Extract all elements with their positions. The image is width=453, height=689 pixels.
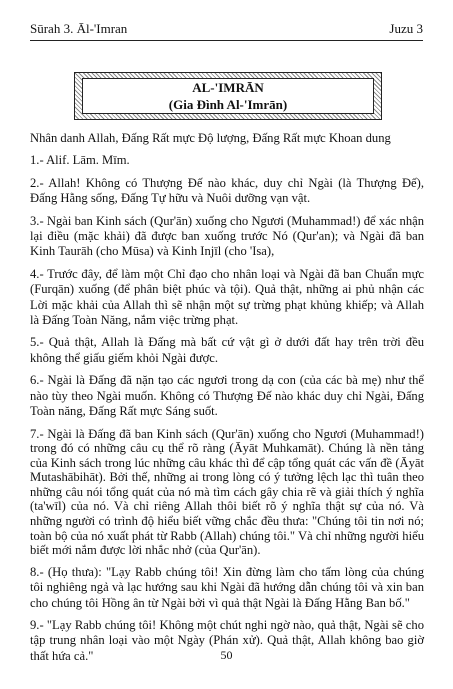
verses-body bbox=[30, 131, 424, 671]
chapter-banner-box bbox=[82, 78, 374, 114]
running-header bbox=[30, 18, 423, 41]
juzu-label: Juzu 3 bbox=[389, 21, 423, 36]
chapter-subtitle: (Gia Đình Al-'Imrān) bbox=[168, 97, 288, 112]
chapter-banner bbox=[74, 72, 382, 120]
verse-6: 6.- Ngài là Đấng đã nặn tạo các ngươi trong dạ con (của các bà mẹ) như thể nào tùy theo Ngài muốn. Không có Thượng Đế nào khác duy chỉ Ngài, Đấng Toàn năng, Đấng Rất mực Sáng suốt. bbox=[30, 373, 424, 419]
verse-4: 4.- Trước đây, để làm một Chỉ đạo cho nhân loại và Ngài đã ban Chuẩn mực (Furqān) xuống (để phân biệt phúc và tội). Quả thật, những ai phủ nhận các Lời mặc khải của Allah thì sẽ nhận một sự trừng phạt khủng khiếp; và Allah là Đấng Toàn Năng, nắm việc trừng phạt. bbox=[30, 266, 424, 328]
verse-1: 1.- Alif. Lām. Mīm. bbox=[30, 153, 130, 168]
verse-8: 8.- (Họ thưa): "Lạy Rabb chúng tôi! Xin đừng làm cho tấm lòng của chúng tôi nghiêng ngả và lạc hướng sau khi Ngài đã hướng dẫn chúng tôi và xin ban cho chúng tôi Hồng ân từ Ngài bởi vì quả thật Ngài là Đấng Hằng Ban bố." bbox=[30, 564, 424, 610]
bismillah-line: Nhân danh Allah, Đấng Rất mực Độ lượng, Đấng Rất mực Khoan dung bbox=[30, 131, 391, 145]
page-number: 50 bbox=[220, 648, 233, 662]
surah-label: Sūrah 3. Āl-'Imran bbox=[30, 21, 128, 36]
verse-7: 7.- Ngài là Đấng đã ban Kinh sách (Qur'ān) xuống cho Ngươi (Muhammad!) trong đó có những câu cụ thể rõ ràng (Āyāt Muhkamāt). Chúng là nền tảng của Kinh sách trong lúc những câu khác thì để cập tổng quát các vấn đề (Āyāt Mutashābihāt). Bởi thế, những ai trong lòng có ý tưởng lệch lạc thì tuân theo những câu nói tổng quát của nó mà tìm cách gây chia rẽ và giải thích ý nghĩa (ta'wīl) của nó. Và chỉ riêng Allah thôi biết rõ ý nghĩa thật sự của nó. Và những người có trình độ hiểu biết vững chắc đều thưa: "Chúng tôi tin nơi nó; toàn bộ của nó xuất phát từ Rabb (Allah) chúng tôi." Và chỉ những người hiểu biết mới nắm được lời nhắc nhở (của Qur'ān). bbox=[30, 426, 424, 558]
verse-9: 9.- "Lạy Rabb chúng tôi! Không một chút nghi ngờ nào, quả thật, Ngài sẽ cho tập trung nhân loại vào một Ngày (Phán xử). Quả thật, Allah không bao giờ thất hứa cả." bbox=[30, 618, 424, 663]
verse-3: 3.- Ngài ban Kinh sách (Qur'ān) xuống cho Ngươi (Muhammad!) để xác nhận lại điều (mặc khải) đã được ban xuống trước Nó (Qur'an); và Ngài đã ban Kinh Taurāh (cho Mūsa) và Kinh Injīl (cho 'Isa), bbox=[30, 213, 424, 259]
chapter-title: AL-'IMRĀN bbox=[192, 80, 264, 95]
verse-2: 2.- Allah! Không có Thượng Đế nào khác, duy chỉ Ngài (là Thượng Đế), Đấng Hằng sống, Đấng Tự hữu và Nuôi dưỡng vạn vật. bbox=[30, 175, 424, 206]
verse-5: 5.- Quả thật, Allah là Đấng mà bất cứ vật gì ở dưới đất hay trên trời đều không thể giấu giếm khỏi Ngài được. bbox=[30, 335, 424, 365]
